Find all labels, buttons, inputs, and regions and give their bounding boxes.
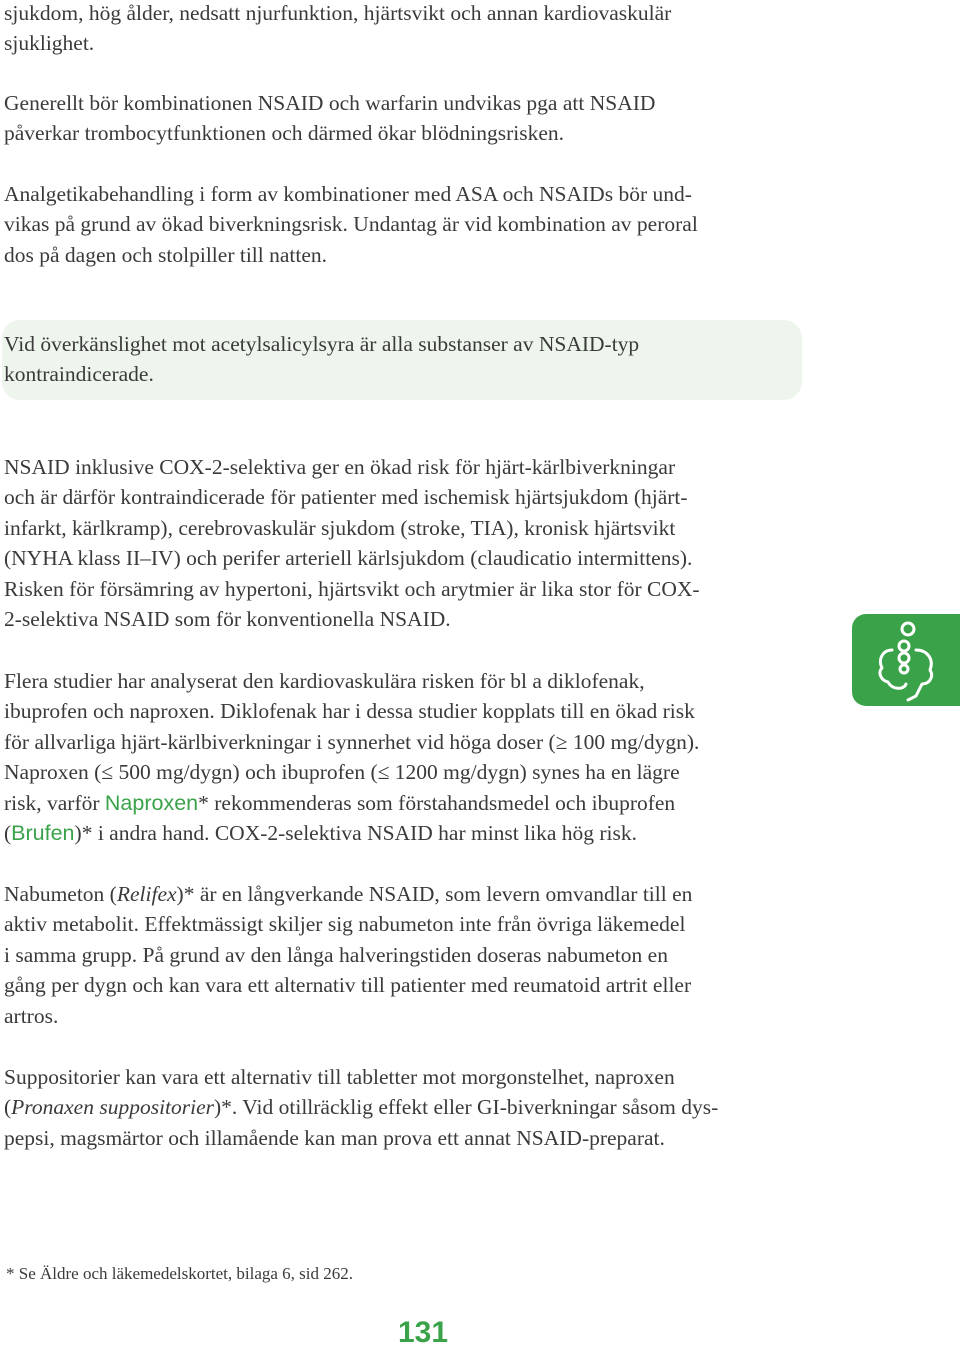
page-number: 131 bbox=[398, 1316, 449, 1349]
paragraph-warfarin: Generellt bör kombinationen NSAID och warfarin undvikas pga att NSAID påverkar trombocytfunktionen och därmed ökar blödningsrisken. bbox=[4, 91, 656, 146]
paragraph-cox2-risk: NSAID inklusive COX-2-selektiva ger en ökad risk för hjärt-kärlbiverkningar och är därför kontraindicerade för patienter med ischemisk hjärtsjukdom (hjärt- infarkt, kärlkramp), cerebrovaskulär sjukdom (stroke, TIA), kronisk hjärtsvikt (NYHA klass II–IV) och perifer arteriell kärlsjukdom (claudicatio intermittens). Risken för försämring av hypertoni, hjärtsvikt och arytmier är lika stor för COX- 2-selektiva NSAID som för konventionella NSAID. bbox=[4, 455, 700, 632]
drug-name-brufen: Brufen bbox=[11, 821, 75, 846]
paragraph-analgesic-combination: Analgetikabehandling i form av kombinationer med ASA och NSAIDs bör und- vikas på grund av ökad biverkningsrisk. Undantag är vid kombination av peroral dos på dagen och stolpiller till natten. bbox=[4, 182, 698, 267]
paragraph-nabumeton: Nabumeton (Relifex)* är en långverkande NSAID, som levern omvandlar till en aktiv metabolit. Effektmässigt skiljer sig nabumeton inte från övriga läkemedel i samma grupp. På grund av den långa halveringstiden doseras nabumeton en gång per dygn och kan vara ett alternativ till patienter med reumatoid artrit eller artros. bbox=[4, 882, 693, 1028]
drug-name-pronaxen: Pronaxen suppositorier bbox=[11, 1095, 215, 1120]
footnote: * Se Äldre och läkemedelskortet, bilaga 6, sid 262. bbox=[6, 1264, 353, 1283]
head-brain-icon bbox=[870, 620, 954, 702]
paragraph-cardiovascular-studies: Flera studier har analyserat den kardiovaskulära risken för bl a diklofenak, ibuprofen och naproxen. Diklofenak har i dessa studier kopplats till en ökad risk för allvarliga hjärt-kärlbiverkningar i synnerhet vid höga doser (≥ 100 mg/dygn). Naproxen (≤ 500 mg/dygn) och ibuprofen (≤ 1200 mg/dygn) synes ha en lägre risk, varför Naproxen* rekommenderas som förstahandsmedel och ibuprofen (Brufen)* i andra hand. COX-2-selektiva NSAID har minst lika hög risk. bbox=[4, 669, 700, 846]
paragraph-risk-factors: sjukdom, hög ålder, nedsatt njurfunktion, hjärtsvikt och annan kardiovaskulär sjuklighet. bbox=[4, 1, 672, 56]
paragraph-suppositories: Suppositorier kan vara ett alternativ till tabletter mot morgonstelhet, naproxen (Pronaxen suppositorier)*. Vid otillräcklig effekt eller GI-biverkningar såsom dys- pepsi, magsmärtor och illamående kan man prova ett annat NSAID-preparat. bbox=[4, 1065, 719, 1150]
callout-text: Vid överkänslighet mot acetylsalicylsyra är alla substanser av NSAID-typ kontraindicerade. bbox=[4, 332, 640, 387]
head-brain-badge bbox=[852, 614, 960, 706]
callout-box bbox=[2, 320, 802, 400]
drug-name-naproxen: Naproxen bbox=[104, 790, 199, 815]
drug-name-relifex: Relifex bbox=[116, 882, 177, 906]
